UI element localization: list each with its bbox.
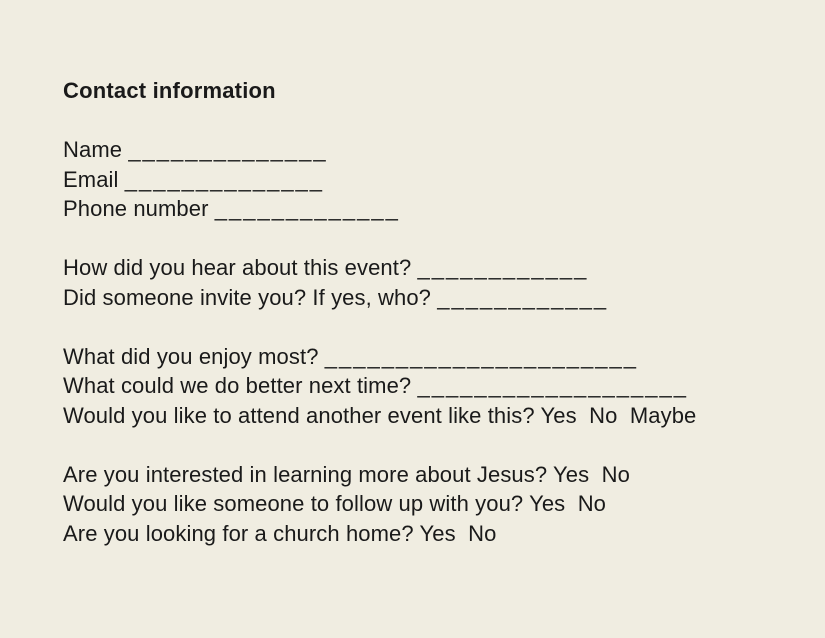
answer-options: Yes No xyxy=(553,461,630,487)
question-label: Are you looking for a church home? xyxy=(63,520,414,546)
event-source-section xyxy=(63,253,785,312)
form-line-follow-up xyxy=(63,489,785,519)
blank-line: _____________ xyxy=(214,196,400,221)
question-label: What did you enjoy most? xyxy=(63,343,319,369)
feedback-section xyxy=(63,342,785,431)
field-label: Name xyxy=(63,137,123,162)
field-label: Email xyxy=(63,166,119,192)
form-line-invited-by xyxy=(63,283,785,313)
form-line-phone xyxy=(63,194,785,224)
form-line-enjoy-most xyxy=(63,342,785,372)
form-line-email xyxy=(63,165,785,195)
form-line-learn-jesus xyxy=(63,460,785,490)
page-title: Contact information xyxy=(63,78,276,103)
answer-options: Yes No xyxy=(529,491,607,516)
contact-fields-section xyxy=(63,135,785,224)
blank-line: ___________________ xyxy=(417,373,688,398)
question-label: How did you hear about this event? xyxy=(63,255,412,280)
document-canvas xyxy=(63,76,785,548)
form-line-church-home xyxy=(63,519,785,549)
blank-line: ______________ xyxy=(128,137,328,162)
answer-options: Yes No xyxy=(419,520,497,546)
blank-line: ______________ xyxy=(124,166,325,192)
blank-line: ______________________ xyxy=(324,343,638,369)
field-label: Phone number xyxy=(63,196,209,221)
form-line-hear-about xyxy=(63,253,785,283)
form-line-name xyxy=(63,135,785,165)
question-label: Did someone invite you? If yes, who? xyxy=(63,284,432,310)
blank-line: ____________ xyxy=(437,284,609,310)
form-line-attend-again xyxy=(63,401,785,431)
question-label: Are you interested in learning more about Jesus? xyxy=(63,461,548,487)
blank-line: ____________ xyxy=(417,255,589,280)
question-label: Would you like to attend another event like this? xyxy=(63,402,535,428)
question-label: What could we do better next time? xyxy=(63,373,412,398)
form-line-do-better xyxy=(63,371,785,401)
follow-up-section xyxy=(63,460,785,549)
answer-options: Yes No Maybe xyxy=(540,402,697,428)
question-label: Would you like someone to follow up with you? xyxy=(63,491,524,516)
